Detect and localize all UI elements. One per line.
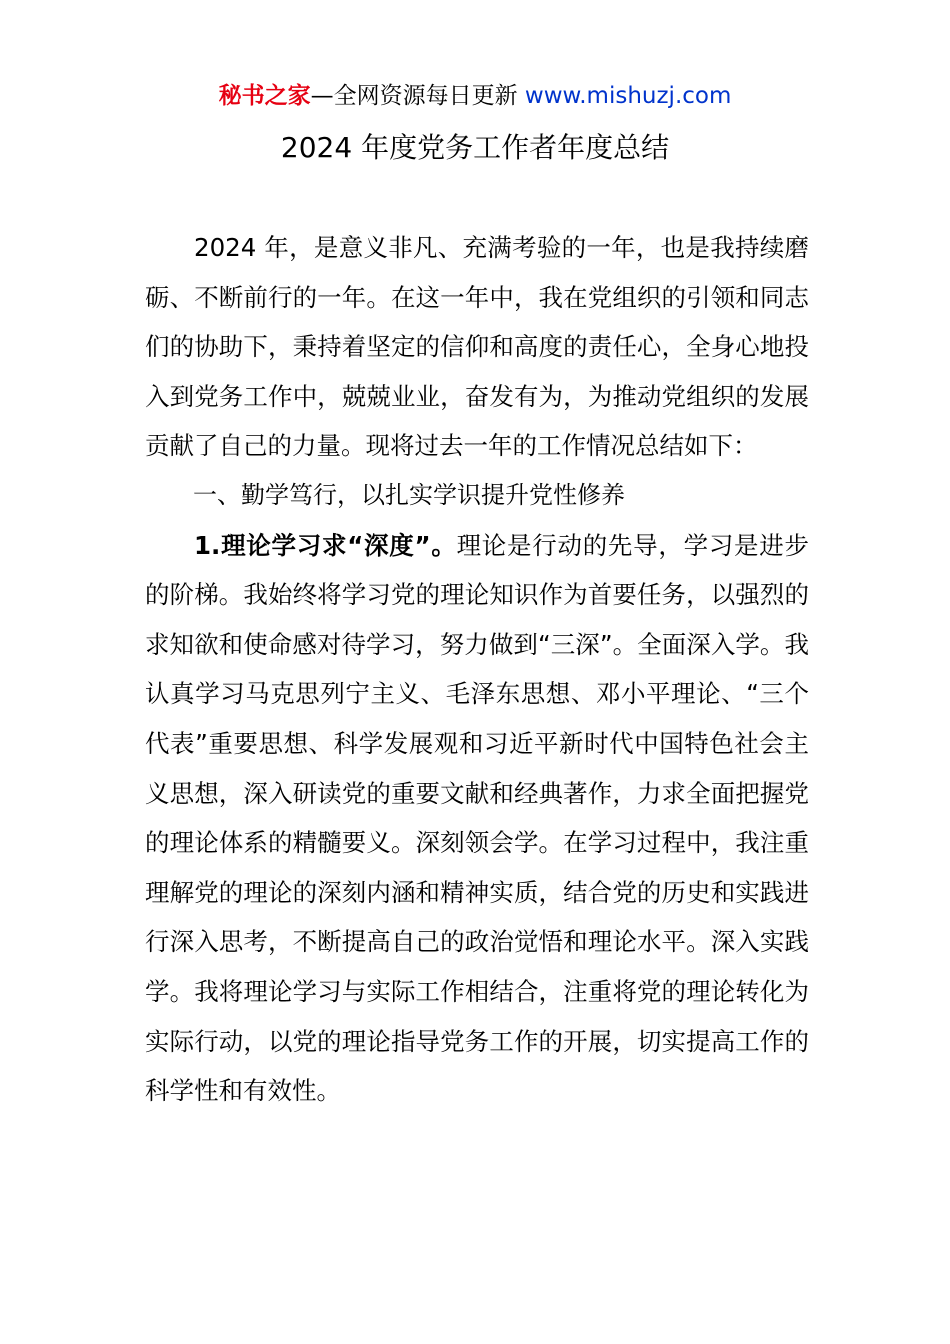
item-paragraph xyxy=(145,521,809,1116)
section-heading: 一、勤学笃行，以扎实学识提升党性修养 xyxy=(193,480,625,509)
document-title: 2024 年度党务工作者年度总结 xyxy=(280,131,670,164)
item-lead: 1.理论学习求“深度”。 xyxy=(194,530,457,560)
intro-paragraph: 2024 年，是意义非凡、充满考验的一年，也是我持续磨砺、不断前行的一年。在这一年中，我在党组织的引领和同志们的协助下，秉持着坚定的信仰和高度的责任心，全身心地投入到党务工作中，兢兢业业，奋发有为，为推动党组织的发展贡献了自己的力量。现将过去一年的工作情况总结如下： xyxy=(145,233,809,461)
site-link[interactable]: www.mishuzj.com xyxy=(524,83,732,109)
document-body xyxy=(145,223,809,1116)
brand-slogan: —全网资源每日更新 xyxy=(310,83,518,109)
item-text: 理论是行动的先导，学习是进步的阶梯。我始终将学习党的理论知识作为首要任务，以强烈的求知欲和使命感对待学习，努力做到“三深”。全面深入学。我认真学习马克思列宁主义、毛泽东思想、邓小平理论、“三个代表”重要思想、科学发展观和习近平新时代中国特色社会主义思想，深入研读党的重要文献和经典著作，力求全面把握党的理论体系的精髓要义。深刻领会学。在学习过程中，我注重理解党的理论的深刻内涵和精神实质，结合党的历史和实践进行深入思考，不断提高自己的政治觉悟和理论水平。深入实践学。我将理论学习与实际工作相结合，注重将党的理论转化为实际行动，以党的理论指导党务工作的开展，切实提高工作的科学性和有效性。 xyxy=(145,530,810,1106)
brand-name: 秘书之家 xyxy=(218,83,311,109)
watermark-header xyxy=(0,78,950,114)
